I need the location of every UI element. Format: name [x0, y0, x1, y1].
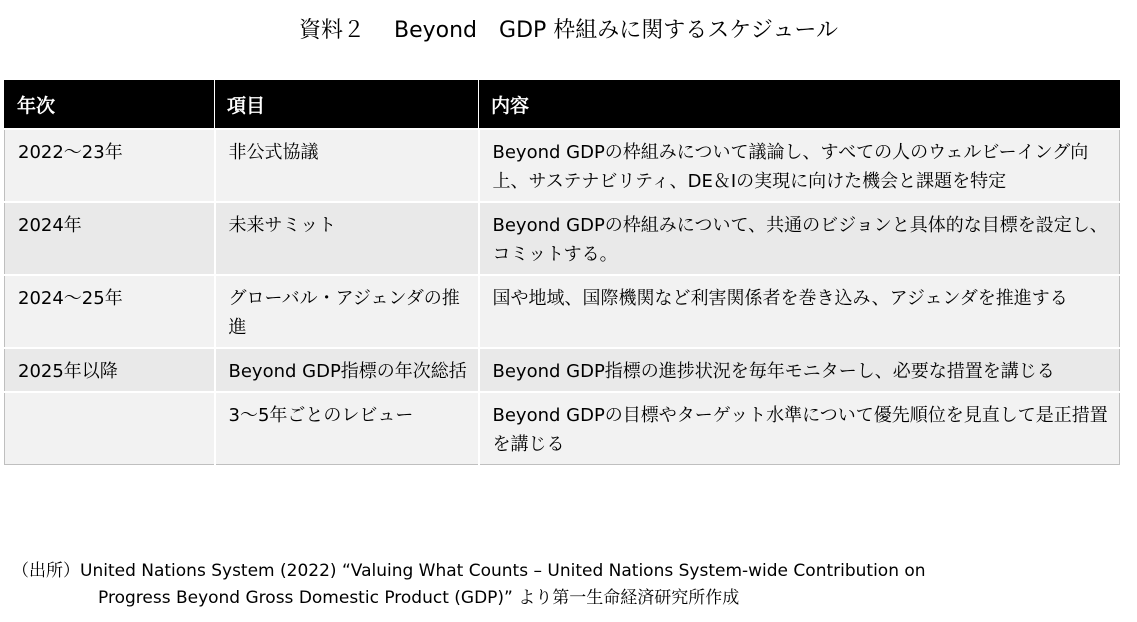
- cell-item: Beyond GDP指標の年次総括: [215, 348, 479, 392]
- cell-item: 非公式協議: [215, 129, 479, 202]
- cell-item: 3～5年ごとのレビュー: [215, 392, 479, 465]
- cell-content: Beyond GDP指標の進捗状況を毎年モニターし、必要な措置を講じる: [479, 348, 1120, 392]
- source-line-2: Progress Beyond Gross Domestic Product (GDP)” より第一生命経済研究所作成: [98, 588, 740, 608]
- cell-content: 国や地域、国際機関など利害関係者を巻き込み、アジェンダを推進する: [479, 275, 1120, 348]
- cell-item: グローバル・アジェンダの推進: [215, 275, 479, 348]
- table-row: [5, 202, 1120, 275]
- table-header-row: [5, 81, 1120, 130]
- table-row: [5, 392, 1120, 465]
- cell-content: Beyond GDPの枠組みについて、共通のビジョンと具体的な目標を設定し、コミットする。: [479, 202, 1120, 275]
- table-row: [5, 348, 1120, 392]
- cell-year: [5, 392, 215, 465]
- cell-year: 2024年: [5, 202, 215, 275]
- cell-year: 2025年以降: [5, 348, 215, 392]
- schedule-table: [4, 80, 1120, 465]
- cell-year: 2022～23年: [5, 129, 215, 202]
- cell-year: 2024～25年: [5, 275, 215, 348]
- cell-content: Beyond GDPの枠組みについて議論し、すべての人のウェルビーイング向上、サステナビリティ、DE＆Iの実現に向けた機会と課題を特定: [479, 129, 1120, 202]
- document-title: 資料２ Beyond GDP 枠組みに関するスケジュール: [299, 18, 838, 43]
- table-row: [5, 129, 1120, 202]
- header-item: 項目: [215, 81, 479, 130]
- table-row: [5, 275, 1120, 348]
- header-content: 内容: [479, 81, 1120, 130]
- header-year: 年次: [5, 81, 215, 130]
- source-note: [12, 558, 926, 612]
- cell-content: Beyond GDPの目標やターゲット水準について優先順位を見直して是正措置を講じる: [479, 392, 1120, 465]
- source-line-1: （出所）United Nations System (2022) “Valuing What Counts – United Nations System-wide Contribution on: [12, 561, 926, 581]
- cell-item: 未来サミット: [215, 202, 479, 275]
